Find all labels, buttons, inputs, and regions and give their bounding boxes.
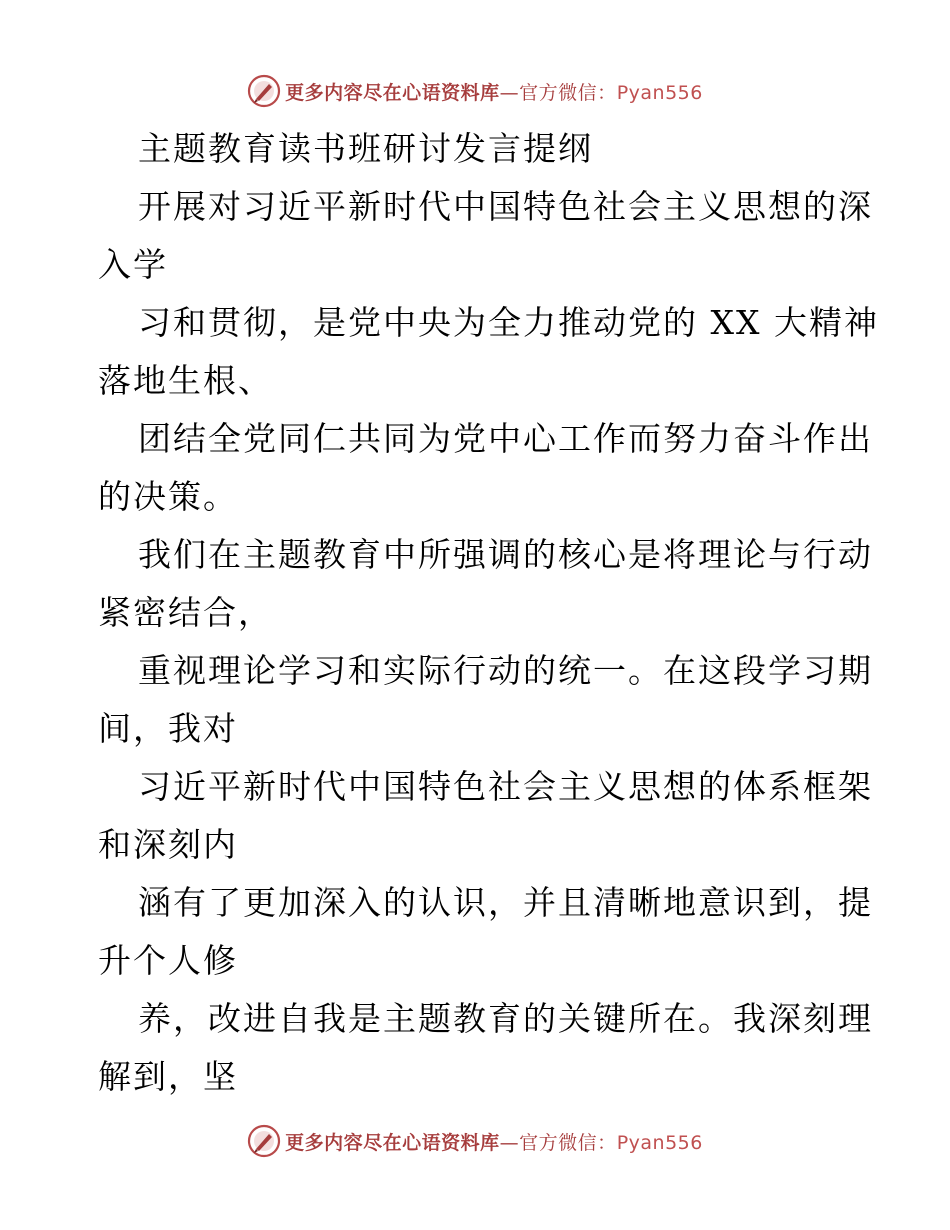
paragraph-line: 落地生根、: [98, 361, 273, 400]
paragraph-line: 养，改进自我是主题教育的关键所在。我深刻理: [138, 999, 873, 1038]
header-banner: [0, 71, 950, 111]
footer-wechat-label: 官方微信：: [519, 1131, 617, 1154]
paragraph-line: 和深刻内: [98, 825, 238, 864]
footer-site-text: 更多内容尽在心语资料库: [285, 1131, 500, 1154]
paragraph-line: 习和贯彻，是党中央为全力推动党的 XX 大精神: [138, 303, 879, 342]
paragraph-line: 重视理论学习和实际行动的统一。在这段学习期: [138, 651, 873, 690]
header-dash: —: [499, 81, 520, 104]
pen-logo-icon: [247, 74, 281, 108]
paragraph-line: 我们在主题教育中所强调的核心是将理论与行动: [138, 535, 873, 574]
paragraph-line: 的决策。: [98, 477, 238, 516]
footer-dash: —: [499, 1131, 520, 1154]
paragraph-line: 间，我对: [98, 709, 238, 748]
paragraph-line: 开展对习近平新时代中国特色社会主义思想的深: [138, 187, 873, 226]
footer-banner: [0, 1121, 950, 1161]
document-body: [98, 120, 879, 1106]
paragraph-line: 入学: [98, 245, 168, 284]
paragraph-line: 解到，坚: [98, 1057, 238, 1096]
pen-logo-icon: [247, 1124, 281, 1158]
paragraph-line: 团结全党同仁共同为党中心工作而努力奋斗作出: [138, 419, 873, 458]
header-wechat-label: 官方微信：: [519, 81, 617, 104]
paragraph-line: 涵有了更加深入的认识，并且清晰地意识到，提: [138, 883, 873, 922]
document-title: 主题教育读书班研讨发言提纲: [138, 129, 593, 168]
header-site-text: 更多内容尽在心语资料库: [285, 81, 500, 104]
paragraph-line: 习近平新时代中国特色社会主义思想的体系框架: [138, 767, 873, 806]
paragraph-line: 升个人修: [98, 941, 238, 980]
header-wechat-id: Pyan556: [616, 81, 703, 104]
footer-wechat-id: Pyan556: [616, 1131, 703, 1154]
paragraph-line: 紧密结合，: [98, 593, 273, 632]
